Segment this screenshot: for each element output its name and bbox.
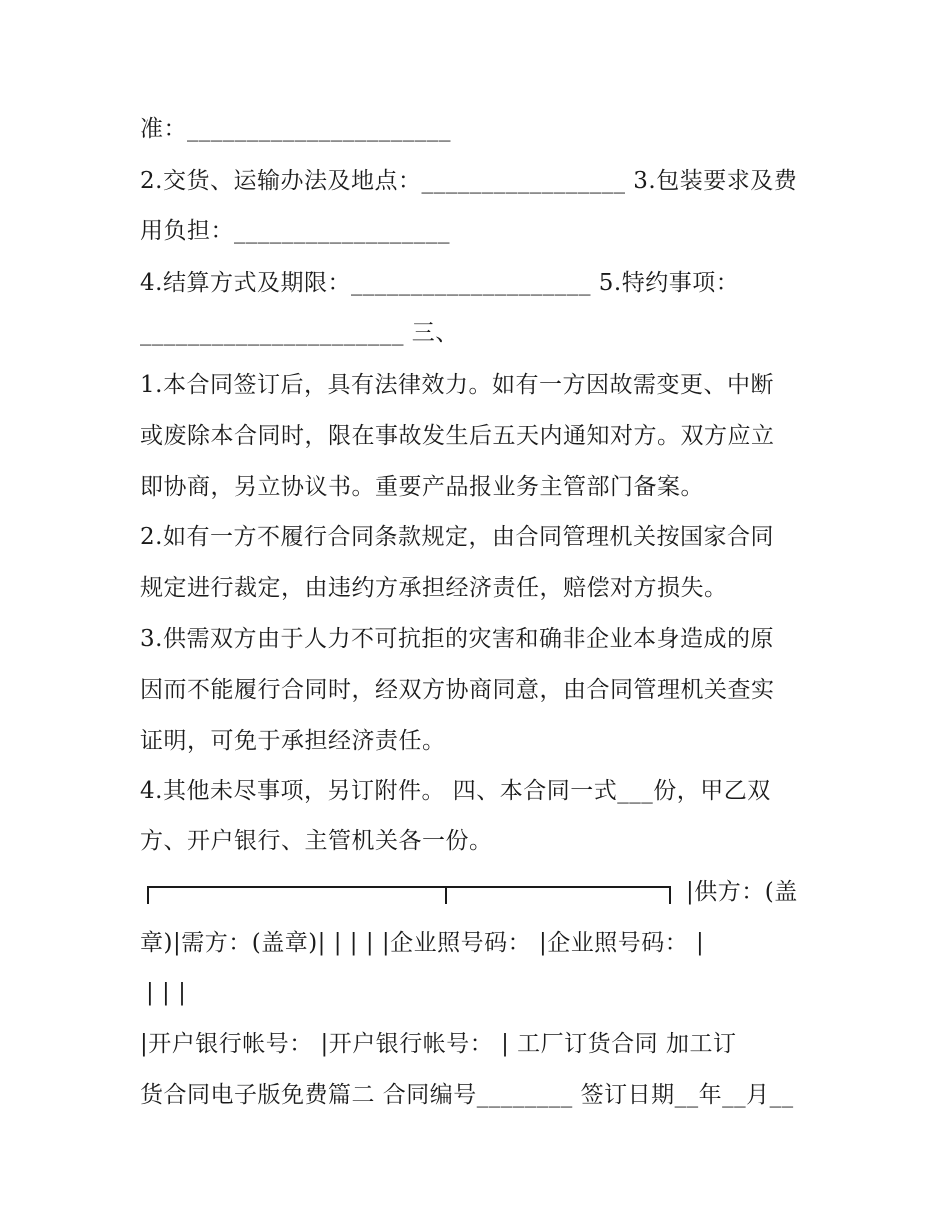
text-line-12: 因而不能履行合同时，经双方协商同意，由合同管理机关查实 — [140, 677, 775, 703]
table-top-rule — [147, 886, 671, 888]
text-line-contract-number: 货合同电子版免费篇二 合同编号________ 签订日期__年__月__ — [140, 1082, 794, 1108]
text-line-9: 2.如有一方不履行合同条款规定，由合同管理机关按国家合同 — [140, 524, 774, 550]
text-line-13: 证明，可免于承担经济责任。 — [140, 728, 446, 754]
text-line-14: 4.其他未尽事项，另订附件。 四、本合同一式___份，甲乙双 — [140, 778, 771, 804]
text-line-5: ______________________ 三、 — [140, 320, 459, 346]
table-border — [147, 886, 671, 906]
text-line-11: 3.供需双方由于人力不可抗拒的灾害和确非企业本身造成的原 — [140, 626, 774, 652]
table-row-seal: 章)|需方：(盖章)| | | | |企业照号码： |企业照号码： | — [140, 930, 705, 956]
table-row-bank: |开户银行帐号： |开户银行帐号： | 工厂订货合同 加工订 — [140, 1031, 737, 1057]
text-line-8: 即协商，另立协议书。重要产品报业务主管部门备案。 — [140, 474, 704, 500]
text-line-1: 准：______________________ — [140, 116, 451, 142]
text-line-7: 或废除本合同时，限在事故发生后五天内通知对方。双方应立 — [140, 423, 775, 449]
table-tick-left — [147, 886, 149, 904]
text-line-10: 规定进行裁定，由违约方承担经济责任，赔偿对方损失。 — [140, 575, 728, 601]
supplier-seal-label: |供方：(盖 — [686, 879, 798, 905]
text-line-4: 4.结算方式及期限：____________________ 5.特约事项： — [140, 270, 740, 296]
table-tick-right — [669, 886, 671, 904]
table-row-empty: | | | — [146, 980, 187, 1006]
table-tick-mid — [445, 886, 447, 904]
text-line-15: 方、开户银行、主管机关各一份。 — [140, 828, 493, 854]
text-line-6: 1.本合同签订后，具有法律效力。如有一方因故需变更、中断 — [140, 372, 774, 398]
text-line-2: 2.交货、运输办法及地点：_________________ 3.包装要求及费 — [140, 168, 798, 194]
text-line-3: 用负担：__________________ — [140, 218, 450, 244]
